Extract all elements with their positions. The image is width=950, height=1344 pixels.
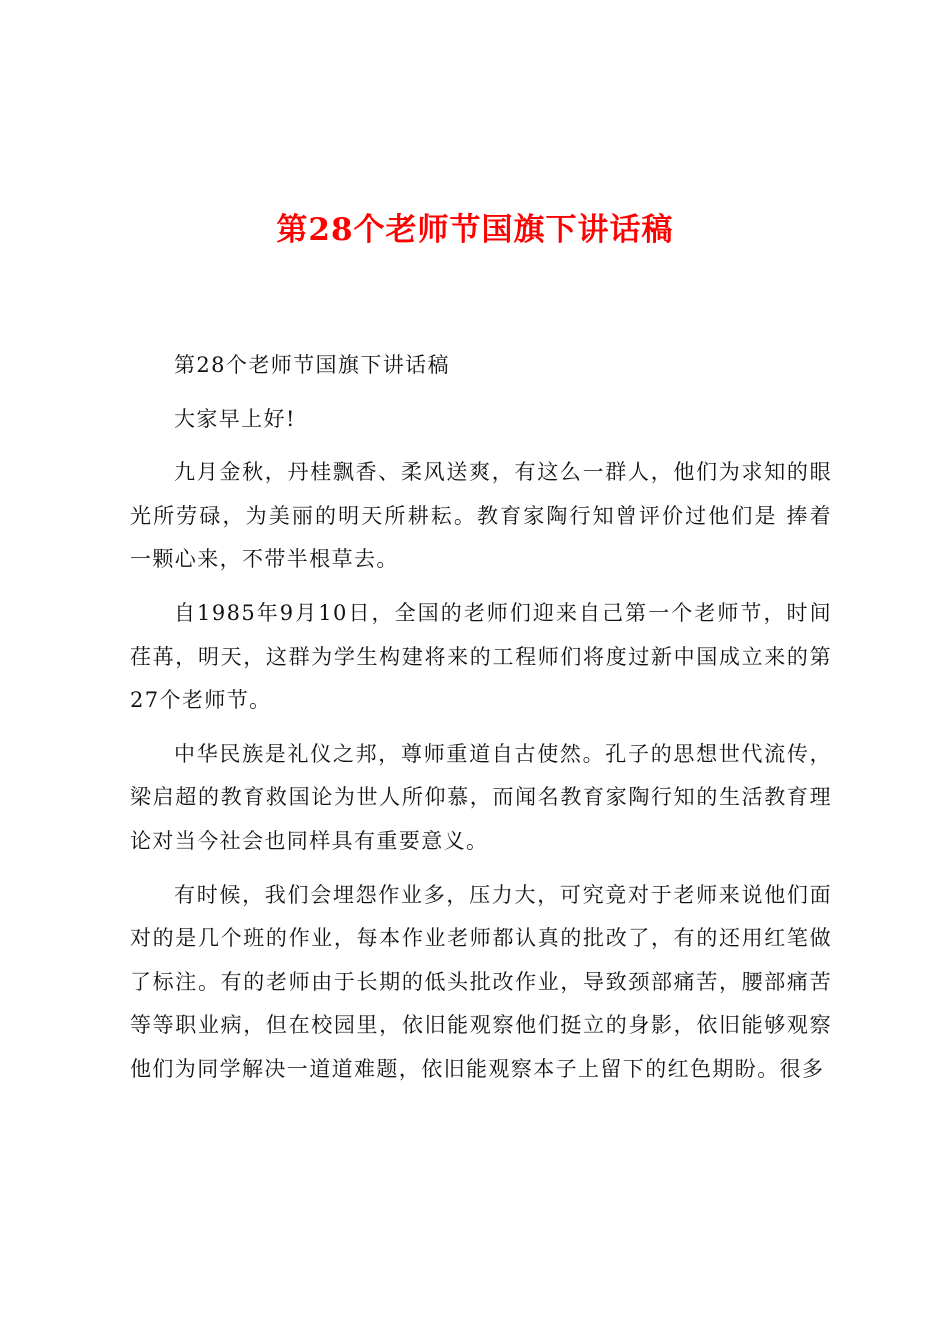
paragraph: 自1985年9月10日，全国的老师们迎来自己第一个老师节，时间荏苒，明天，这群为学生构建将来的工程师们将度过新中国成立来的第27个老师节。 xyxy=(130,600,832,713)
paragraph: 有时候，我们会埋怨作业多，压力大，可究竟对于老师来说他们面对的是几个班的作业，每本作业老师都认真的批改了，有的还用红笔做了标注。有的老师由于长期的低头批改作业，导致颈部痛苦，腰部痛苦等等职业病，但在校园里，依旧能观察他们挺立的身影，依旧能够观察他们为同学解决一道道难题，依旧能观察本子上留下的红色期盼。很多 xyxy=(130,882,832,1081)
paragraph-greeting: 大家早上好! xyxy=(174,406,296,431)
document-body xyxy=(130,344,832,1102)
paragraph: 九月金秋，丹桂飘香、柔风送爽，有这么一群人，他们为求知的眼光所劳碌，为美丽的明天所耕耘。教育家陶行知曾评价过他们是 捧着一颗心来，不带半根草去。 xyxy=(130,460,832,572)
document-title: 第28个老师节国旗下讲话稿 xyxy=(276,212,674,248)
paragraph: 中华民族是礼仪之邦，尊师重道自古使然。孔子的思想世代流传，梁启超的教育救国论为世人所仰慕，而闻名教育家陶行知的生活教育理论对当今社会也同样具有重要意义。 xyxy=(130,741,832,853)
paragraph-subtitle: 第28个老师节国旗下讲话稿 xyxy=(174,353,450,377)
